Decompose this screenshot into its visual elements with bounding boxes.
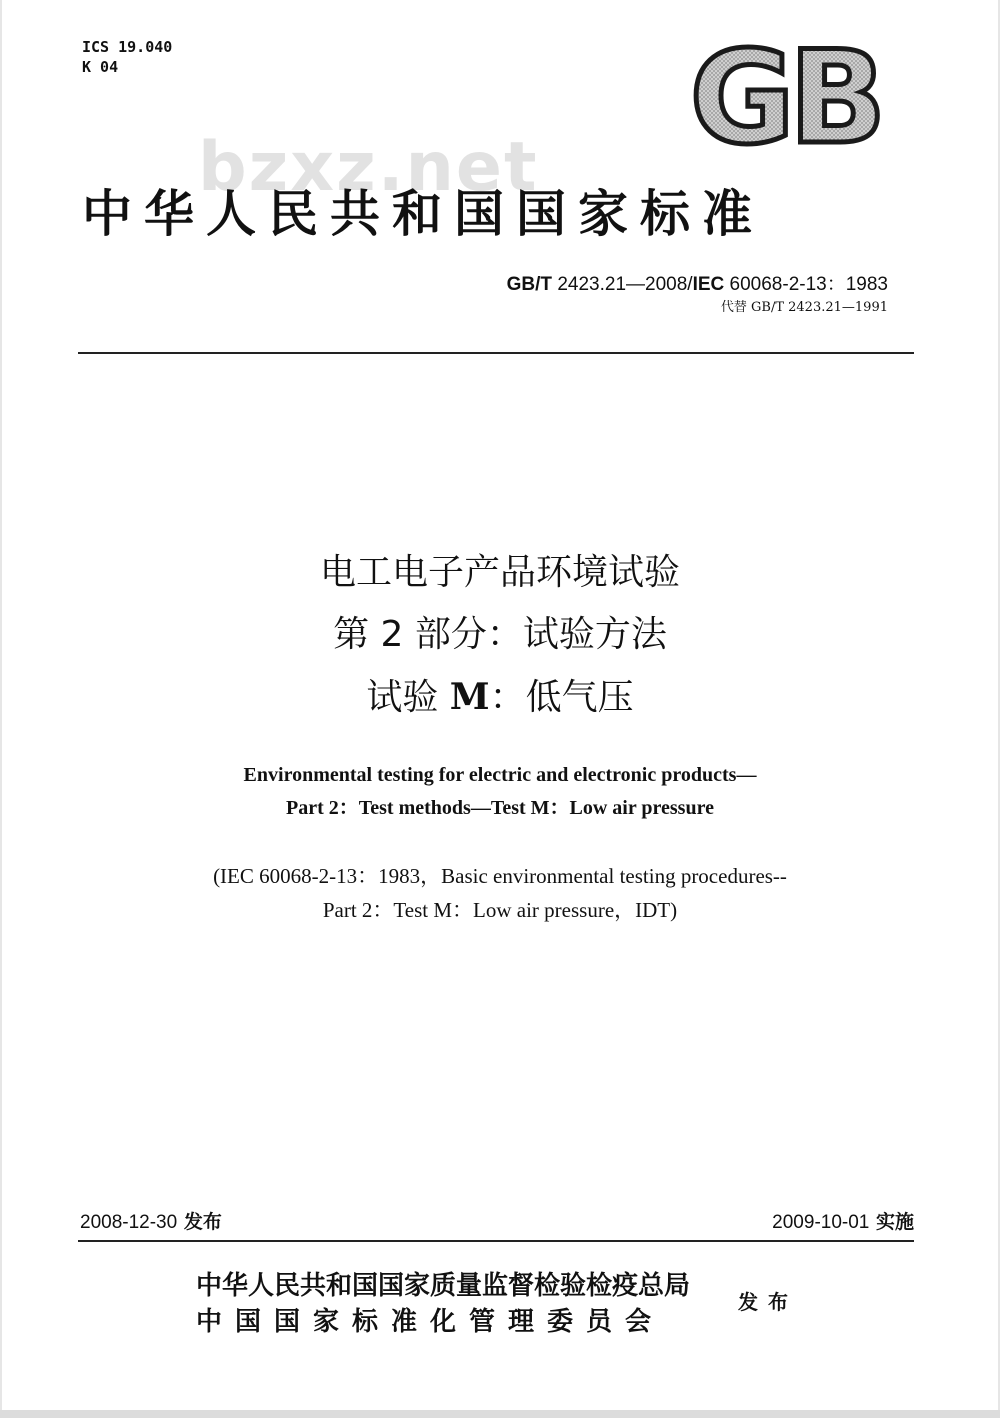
replaces-standard: 代替 GB/T 2423.21—1991 [720, 300, 888, 315]
issue-date-suffix: 发布 [177, 1211, 222, 1233]
english-title-line-2: Part 2：Test methods—Test M：Low air pressure [286, 797, 714, 819]
issue-date-value: 2008-12-30 [80, 1212, 178, 1233]
publish-label: 发布 [738, 1290, 798, 1314]
standard-number-rest: 2423.21—2008/ [552, 274, 693, 295]
iec-reference-line-2: Part 2：Test M：Low air pressure，IDT) [322, 898, 678, 922]
chinese-title-line-2: 第 2 部分：试验方法 [333, 614, 667, 655]
ccs-code: K 04 [82, 58, 119, 76]
iec-number-rest: 60068-2-13：1983 [724, 274, 888, 295]
gb-logo [655, 44, 915, 154]
ics-code: ICS 19.040 [82, 38, 173, 56]
standard-number-prefix: GB/T [506, 274, 553, 295]
national-standard-title: 中华人民共和国国家标准 [82, 185, 764, 243]
iec-number-prefix: IEC [692, 274, 725, 295]
top-divider [78, 352, 914, 354]
implementation-date-value: 2009-10-01 [772, 1212, 870, 1233]
implementation-date [772, 1208, 914, 1237]
classification-block [82, 37, 172, 77]
chinese-title-line-3-a: 试验 [366, 677, 450, 718]
issue-date [80, 1208, 222, 1237]
issuer-line-2: 中国国家标准化管理委员会 [196, 1307, 665, 1337]
chinese-title-line-3 [0, 667, 1000, 728]
english-title-line-1: Environmental testing for electric and electronic products— [243, 764, 757, 786]
gb-logo-text: GB [689, 44, 881, 154]
issuer-line-1: 中华人民共和国国家质量监督检验检疫总局 [196, 1271, 691, 1301]
chinese-title-line-1: 电工电子产品环境试验 [319, 552, 680, 593]
chinese-title-line-3-latin: M [449, 676, 490, 718]
watermark: bzxz.net [198, 128, 539, 207]
chinese-title-line-3-b: ：低气压 [489, 677, 634, 718]
bottom-strip [0, 1410, 1000, 1418]
bottom-divider [78, 1240, 914, 1242]
implementation-date-suffix: 实施 [869, 1211, 914, 1233]
iec-reference-line-1: (IEC 60068-2-13：1983，Basic environmental testing procedures-- [213, 864, 787, 888]
standard-number [507, 272, 888, 298]
